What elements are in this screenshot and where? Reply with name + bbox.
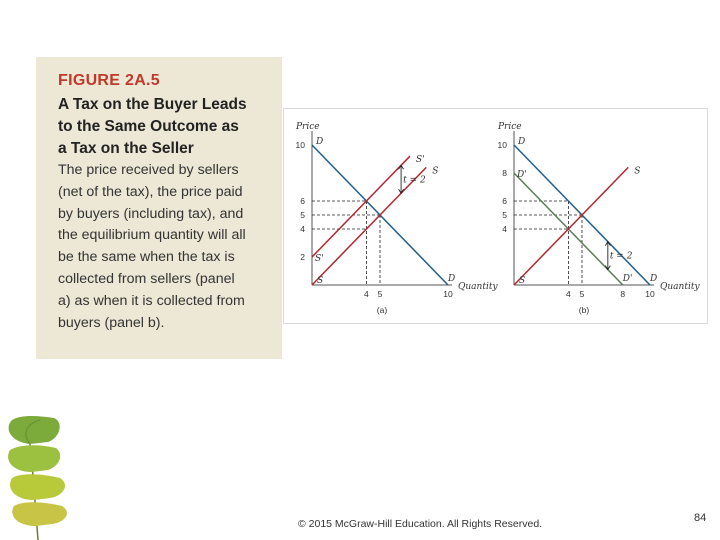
curve-S-prime <box>312 156 410 257</box>
x-tick-label: 4 <box>566 289 571 299</box>
curve-end-label: D <box>650 274 658 284</box>
y-tick-label: 5 <box>300 210 305 220</box>
tax-annotation-label: t = 2 <box>403 175 426 186</box>
tax-annotation-label: t = 2 <box>609 251 633 262</box>
x-axis-label: Quantity <box>660 282 700 292</box>
y-tick-label: 4 <box>300 224 305 234</box>
figure-description: The price received by sellers (net of the tax), the price paid by buyers (including tax), and the equilibrium quantity will all be the same when the tax is collected from sellers (panel a) as when it is collected from buyers (panel b). <box>58 162 246 331</box>
x-tick-label: 4 <box>364 289 369 299</box>
y-tick-label: 4 <box>502 224 507 234</box>
figure-frame <box>283 108 708 324</box>
curve-end-label: S <box>634 166 641 177</box>
x-axis-label: Quantity <box>458 282 498 292</box>
y-tick-label: 10 <box>497 140 507 150</box>
tax-incidence-figure <box>284 109 707 323</box>
panel-label: (b) <box>578 305 590 315</box>
y-axis-label: Price <box>498 122 522 132</box>
figure-title: A Tax on the Buyer Leads to the Same Outcome as a Tax on the Seller <box>58 96 247 157</box>
figure-caption-panel <box>36 57 282 359</box>
y-tick-label: 2 <box>300 252 305 262</box>
demand-start-label: D <box>518 137 526 147</box>
y-axis-label: Price <box>296 122 320 132</box>
copyright-notice: © 2015 McGraw-Hill Education. All Rights Reserved. <box>298 518 543 530</box>
curve-end-label: S' <box>415 155 425 166</box>
x-tick-label: 10 <box>443 289 453 299</box>
y-tick-label: 5 <box>502 210 507 220</box>
x-tick-label: 5 <box>377 289 383 299</box>
supply-start-label: S <box>317 276 324 286</box>
y-tick-label: 8 <box>502 168 507 178</box>
y-tick-label: 6 <box>300 196 305 206</box>
figure-label: FIGURE 2A.5 <box>58 72 160 89</box>
panel-label: (a) <box>376 305 388 315</box>
curve-end-label: S <box>432 166 439 177</box>
supply-start-label: S <box>519 276 526 286</box>
x-tick-label: 5 <box>579 289 585 299</box>
curve-S <box>514 167 628 285</box>
curve-start-label: D' <box>517 170 527 180</box>
x-tick-label: 8 <box>620 289 626 299</box>
page-number: 84 <box>694 512 707 524</box>
demand-start-label: D <box>316 137 324 147</box>
ginkgo-leaves-decoration <box>0 414 80 540</box>
x-tick-label: 10 <box>645 289 655 299</box>
y-tick-label: 10 <box>295 140 305 150</box>
y-tick-label: 6 <box>502 196 507 206</box>
curve-start-label: S' <box>315 254 324 264</box>
curve-end-label: D' <box>622 274 633 284</box>
curve-end-label: D <box>448 274 456 284</box>
